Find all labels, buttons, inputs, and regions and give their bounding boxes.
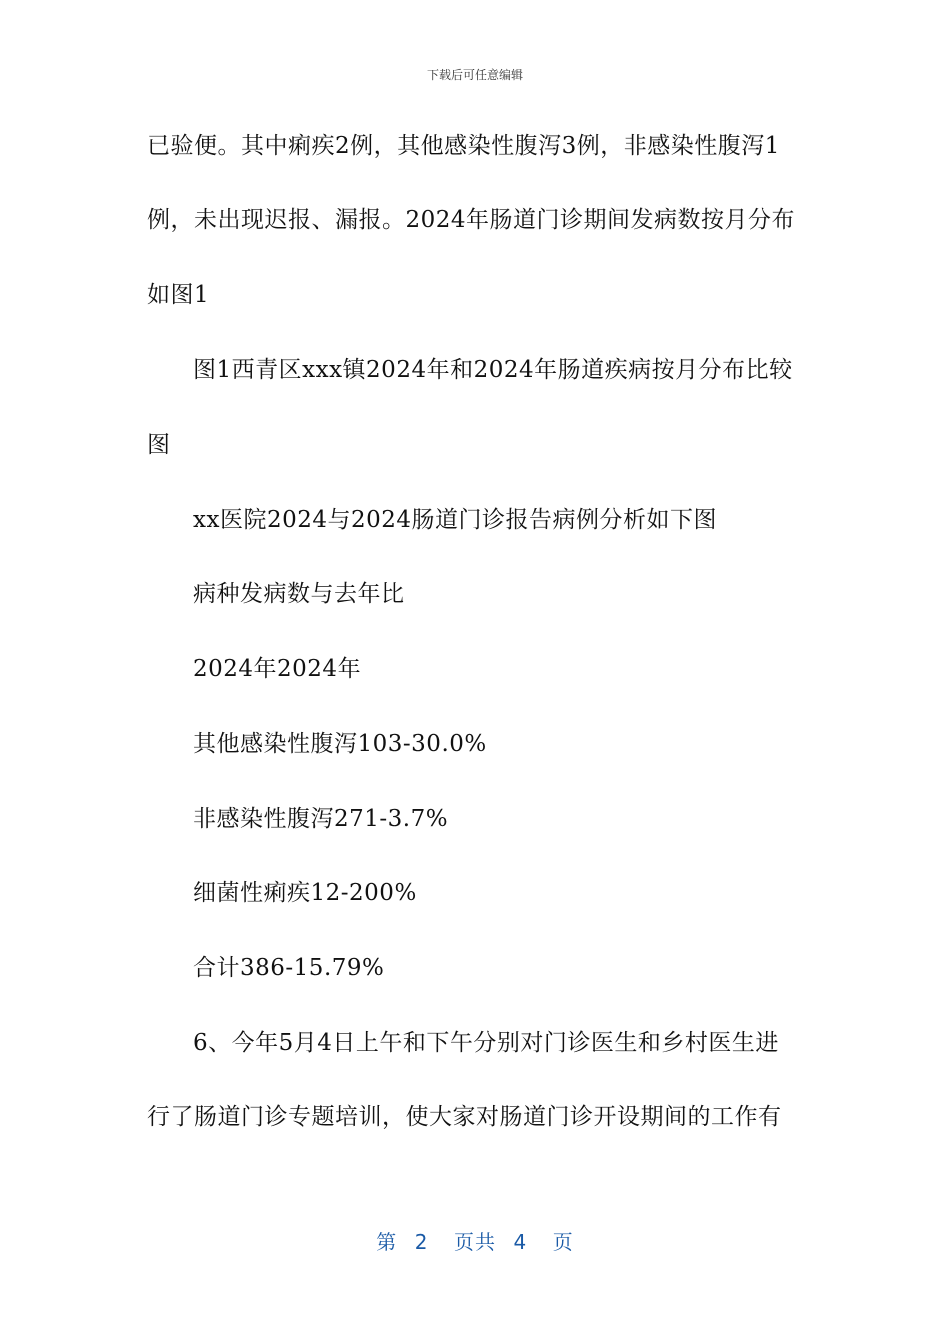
table-row: 非感染性腹泻271-3.7% [193,806,449,832]
download-note: 下载后可任意编辑 [426,68,523,82]
footer-suffix: 页 [552,1230,574,1254]
footer-total-pages: 4 [513,1230,528,1254]
table-row: 其他感染性腹泻103-30.0% [193,731,487,757]
table-header: 病种发病数与去年比 [193,581,405,607]
figure-caption-line: 图 [147,432,171,458]
analysis-intro: xx医院2024与2024肠道门诊报告病例分析如下图 [193,507,718,533]
paragraph-line: 行了肠道门诊专题培训，使大家对肠道门诊开设期间的工作有 [147,1104,782,1130]
table-row: 细菌性痢疾12-200% [193,880,417,906]
table-row-total: 合计386-15.79% [193,955,385,981]
figure-caption-line: 图1西青区xxx镇2024年和2024年肠道疾病按月分布比较 [193,357,793,383]
paragraph-line: 如图1 [147,282,210,308]
footer-page-number: 2 [414,1230,429,1254]
page-footer [0,1226,950,1255]
paragraph-line: 6、今年5月4日上午和下午分别对门诊医生和乡村医生进 [193,1030,779,1056]
table-years: 2024年2024年 [193,656,362,682]
footer-middle: 页共 [454,1230,496,1254]
paragraph-line: 例，未出现迟报、漏报。2024年肠道门诊期间发病数按月分布 [147,207,796,233]
footer-prefix: 第 [376,1230,398,1254]
paragraph-line: 已验便。其中痢疾2例，其他感染性腹泻3例，非感染性腹泻1 [147,133,780,159]
